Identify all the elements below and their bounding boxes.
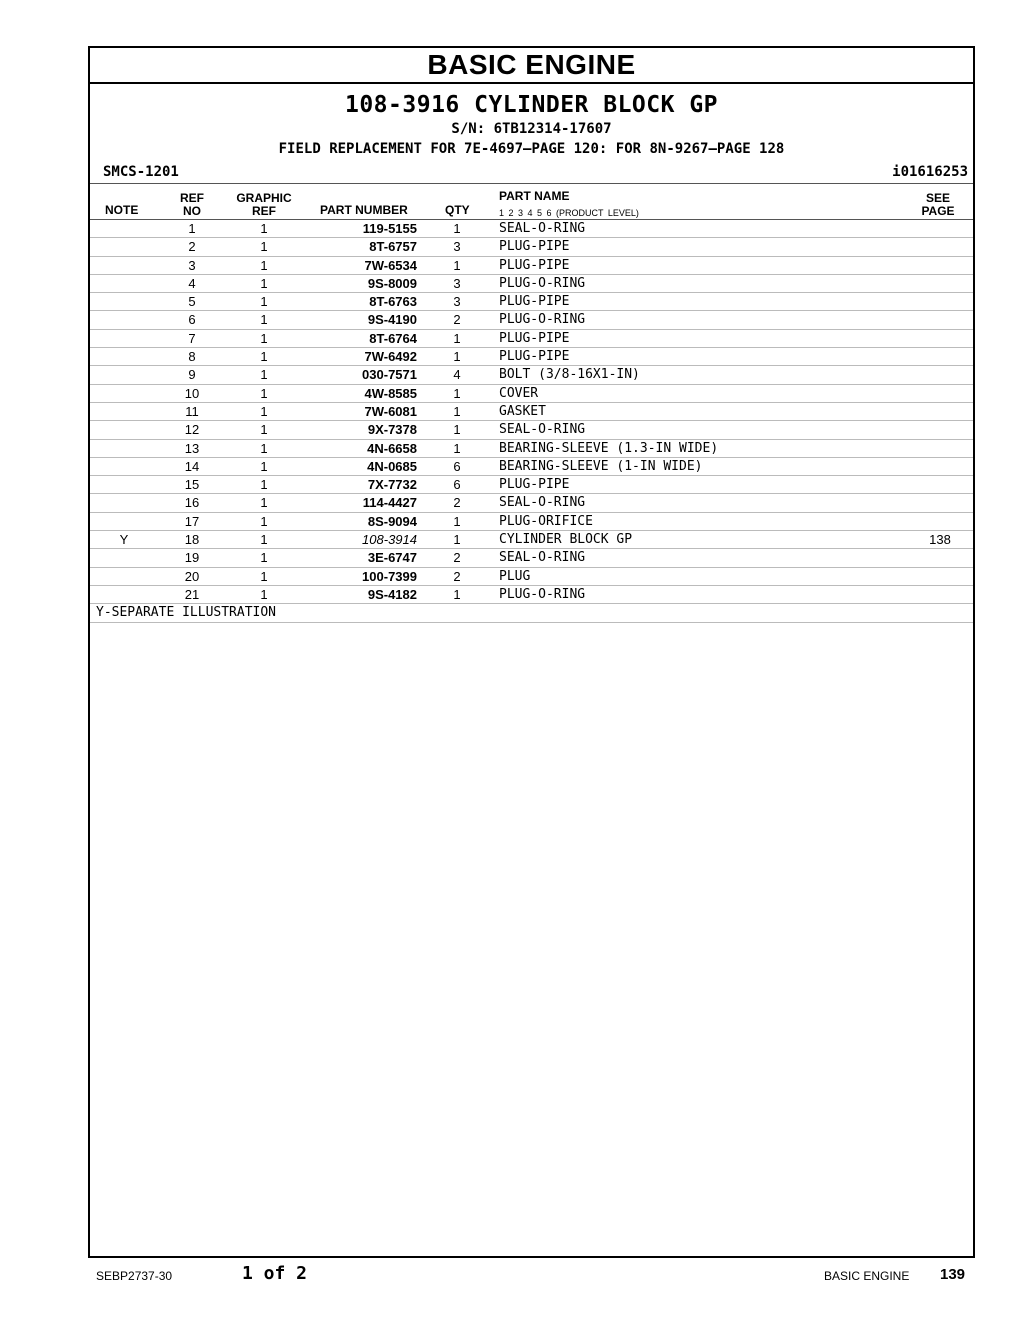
graphic-ref-cell: 1	[260, 385, 268, 401]
smcs-code: SMCS-1201	[103, 164, 179, 180]
ref-no-cell: 3	[188, 257, 196, 273]
table-row	[90, 440, 973, 458]
parts-page-frame	[88, 46, 975, 1258]
part-name-cell: PLUG-O-RING	[499, 312, 586, 328]
col-part-number: PART NUMBER	[320, 203, 408, 217]
col-see-top: SEE	[925, 191, 950, 205]
part-number-cell: 8T-6757	[369, 239, 417, 255]
graphic-ref-cell: 1	[260, 513, 268, 529]
part-name-cell: BEARING-SLEEVE (1-IN WIDE)	[499, 458, 703, 474]
field-replacement-note: FIELD REPLACEMENT FOR 7E-4697—PAGE 120: FOR 8N-9267—PAGE 128	[278, 141, 785, 157]
ref-no-cell: 12	[184, 422, 200, 438]
part-name-cell: PLUG-ORIFICE	[499, 513, 593, 529]
part-name-cell: PLUG-PIPE	[499, 294, 570, 310]
qty-cell: 4	[453, 367, 461, 383]
qty-cell: 1	[453, 586, 461, 602]
page-of: 1 of 2	[242, 1263, 308, 1284]
qty-cell: 2	[453, 495, 461, 511]
part-number-cell: 8S-9094	[367, 513, 417, 529]
qty-cell: 1	[453, 221, 461, 236]
graphic-ref-cell: 1	[260, 422, 268, 438]
qty-cell: 6	[453, 477, 461, 493]
qty-cell: 1	[453, 440, 461, 456]
col-graphic-bottom: REF	[252, 204, 276, 218]
part-number-cell: 3E-6747	[367, 550, 417, 566]
part-name-cell: PLUG-PIPE	[499, 239, 570, 255]
part-number-cell: 7W-6534	[364, 257, 417, 273]
footnote: Y-SEPARATE ILLUSTRATION	[90, 604, 973, 622]
col-ref-top: REF	[180, 191, 204, 205]
qty-cell: 2	[453, 550, 461, 566]
table-row	[90, 458, 973, 476]
ref-no-cell: 15	[184, 477, 200, 493]
table-row	[90, 403, 973, 421]
section-header	[90, 48, 973, 84]
part-number-cell: 9S-4190	[367, 312, 417, 328]
part-number-cell: 7X-7732	[367, 477, 417, 493]
part-number-cell: 8T-6764	[369, 330, 417, 346]
graphic-ref-cell: 1	[260, 568, 268, 584]
ref-no-cell: 5	[188, 294, 196, 310]
qty-cell: 1	[453, 330, 461, 346]
qty-cell: 2	[453, 312, 461, 328]
table-row	[90, 275, 973, 293]
col-see-bottom: PAGE	[921, 204, 955, 218]
table-row	[90, 385, 973, 403]
ref-no-cell: 7	[188, 330, 196, 346]
graphic-ref-cell: 1	[260, 221, 268, 236]
graphic-ref-cell: 1	[260, 330, 268, 346]
part-name-cell: PLUG	[499, 568, 531, 584]
qty-cell: 1	[453, 403, 461, 419]
graphic-ref-cell: 1	[260, 586, 268, 602]
ref-no-cell: 2	[188, 239, 196, 255]
part-name-cell: SEAL-O-RING	[499, 495, 586, 511]
graphic-ref-cell: 1	[260, 458, 268, 474]
ref-no-cell: 17	[184, 513, 200, 529]
qty-cell: 1	[453, 257, 461, 273]
ref-no-cell: 9	[188, 367, 196, 383]
part-name-cell: SEAL-O-RING	[499, 550, 586, 566]
col-graphic-top: GRAPHIC	[236, 191, 292, 205]
part-number-cell: 108-3914	[362, 532, 417, 548]
ref-no-cell: 13	[184, 440, 200, 456]
serial-number: S/N: 6TB12314-17607	[451, 121, 612, 137]
part-number-cell: 114-4427	[362, 495, 417, 511]
ref-no-cell: 16	[184, 495, 200, 511]
qty-cell: 1	[453, 349, 461, 365]
table-row	[90, 311, 973, 329]
qty-cell: 1	[453, 532, 461, 548]
graphic-ref-cell: 1	[260, 239, 268, 255]
qty-cell: 2	[453, 568, 461, 584]
graphic-ref-cell: 1	[260, 532, 268, 548]
table-row	[90, 293, 973, 311]
graphic-ref-cell: 1	[260, 349, 268, 365]
part-name-cell: PLUG-PIPE	[499, 330, 570, 346]
part-name-cell: CYLINDER BLOCK GP	[499, 532, 633, 548]
table-row	[90, 257, 973, 275]
graphic-ref-cell: 1	[260, 312, 268, 328]
ref-no-cell: 19	[184, 550, 200, 566]
ref-no-cell: 11	[185, 403, 199, 419]
group-title: 108-3916 CYLINDER BLOCK GP	[344, 92, 719, 118]
graphic-ref-cell: 1	[260, 550, 268, 566]
table-row	[90, 568, 973, 586]
table-row	[90, 476, 973, 494]
part-number-cell: 4N-0685	[367, 458, 417, 474]
table-row	[90, 549, 973, 567]
section-title: BASIC ENGINE	[427, 49, 636, 80]
graphic-ref-cell: 1	[260, 275, 268, 291]
part-name-cell: PLUG-PIPE	[499, 257, 570, 273]
ref-no-cell: 6	[188, 312, 196, 328]
graphic-ref-cell: 1	[260, 495, 268, 511]
table-row	[90, 220, 973, 238]
qty-cell: 6	[453, 458, 461, 474]
qty-cell: 3	[453, 294, 461, 310]
part-number-cell: 119-5155	[362, 221, 417, 236]
footer-section: BASIC ENGINE	[824, 1269, 910, 1283]
part-name-cell: PLUG-O-RING	[499, 586, 586, 602]
page-footer	[0, 1262, 1020, 1292]
part-number-cell: 9X-7378	[367, 422, 417, 438]
part-name-cell: COVER	[499, 385, 539, 401]
table-row	[90, 330, 973, 348]
col-ref-bottom: NO	[183, 204, 201, 218]
part-number-cell: 030-7571	[362, 367, 417, 383]
illustration-id: i01616253	[892, 164, 968, 180]
col-part-name: PART NAME	[499, 189, 570, 203]
part-number-cell: 9S-4182	[367, 586, 417, 602]
see-page-cell: 138	[929, 532, 951, 548]
ref-no-cell: 21	[184, 586, 200, 602]
table-row	[90, 366, 973, 384]
table-row	[90, 513, 973, 531]
part-name-cell: SEAL-O-RING	[499, 422, 586, 438]
table-row	[90, 586, 973, 604]
graphic-ref-cell: 1	[260, 257, 268, 273]
qty-cell: 1	[453, 513, 461, 529]
part-number-cell: 7W-6492	[364, 349, 417, 365]
part-name-cell: GASKET	[499, 403, 546, 419]
part-name-cell: PLUG-PIPE	[499, 477, 570, 493]
part-number-cell: 7W-6081	[364, 403, 417, 419]
parts-table-body	[90, 220, 973, 604]
meta-row	[90, 161, 973, 184]
col-qty: QTY	[445, 203, 470, 217]
table-row	[90, 494, 973, 512]
qty-cell: 3	[453, 239, 461, 255]
part-number-cell: 4W-8585	[364, 385, 417, 401]
graphic-ref-cell: 1	[260, 367, 268, 383]
table-row	[90, 531, 973, 549]
part-name-cell: PLUG-O-RING	[499, 275, 586, 291]
ref-no-cell: 8	[188, 349, 196, 365]
part-name-cell: BEARING-SLEEVE (1.3-IN WIDE)	[499, 440, 719, 456]
page-number: 139	[940, 1266, 966, 1283]
publication-number: SEBP2737-30	[96, 1269, 173, 1283]
qty-cell: 1	[453, 422, 461, 438]
note-cell: Y	[119, 532, 129, 548]
table-row	[90, 348, 973, 366]
part-name-cell: BOLT (3/8-16X1-IN)	[499, 367, 640, 383]
ref-no-cell: 14	[184, 458, 200, 474]
product-levels: 1 2 3 4 5 6 (PRODUCT LEVEL)	[499, 208, 639, 218]
part-name-cell: PLUG-PIPE	[499, 349, 570, 365]
graphic-ref-cell: 1	[260, 403, 268, 419]
qty-cell: 3	[453, 275, 461, 291]
part-number-cell: 4N-6658	[367, 440, 417, 456]
ref-no-cell: 1	[188, 221, 196, 236]
ref-no-cell: 20	[184, 568, 200, 584]
graphic-ref-cell: 1	[260, 477, 268, 493]
table-row	[90, 421, 973, 439]
part-number-cell: 100-7399	[362, 568, 417, 584]
graphic-ref-cell: 1	[260, 294, 268, 310]
ref-no-cell: 10	[184, 385, 200, 401]
part-name-cell: SEAL-O-RING	[499, 221, 586, 236]
graphic-ref-cell: 1	[260, 440, 268, 456]
ref-no-cell: 18	[184, 532, 200, 548]
qty-cell: 1	[453, 385, 461, 401]
col-note: NOTE	[105, 203, 139, 217]
part-number-cell: 9S-8009	[367, 275, 417, 291]
column-headers	[90, 184, 973, 220]
table-row	[90, 238, 973, 256]
ref-no-cell: 4	[188, 275, 196, 291]
part-number-cell: 8T-6763	[369, 294, 417, 310]
